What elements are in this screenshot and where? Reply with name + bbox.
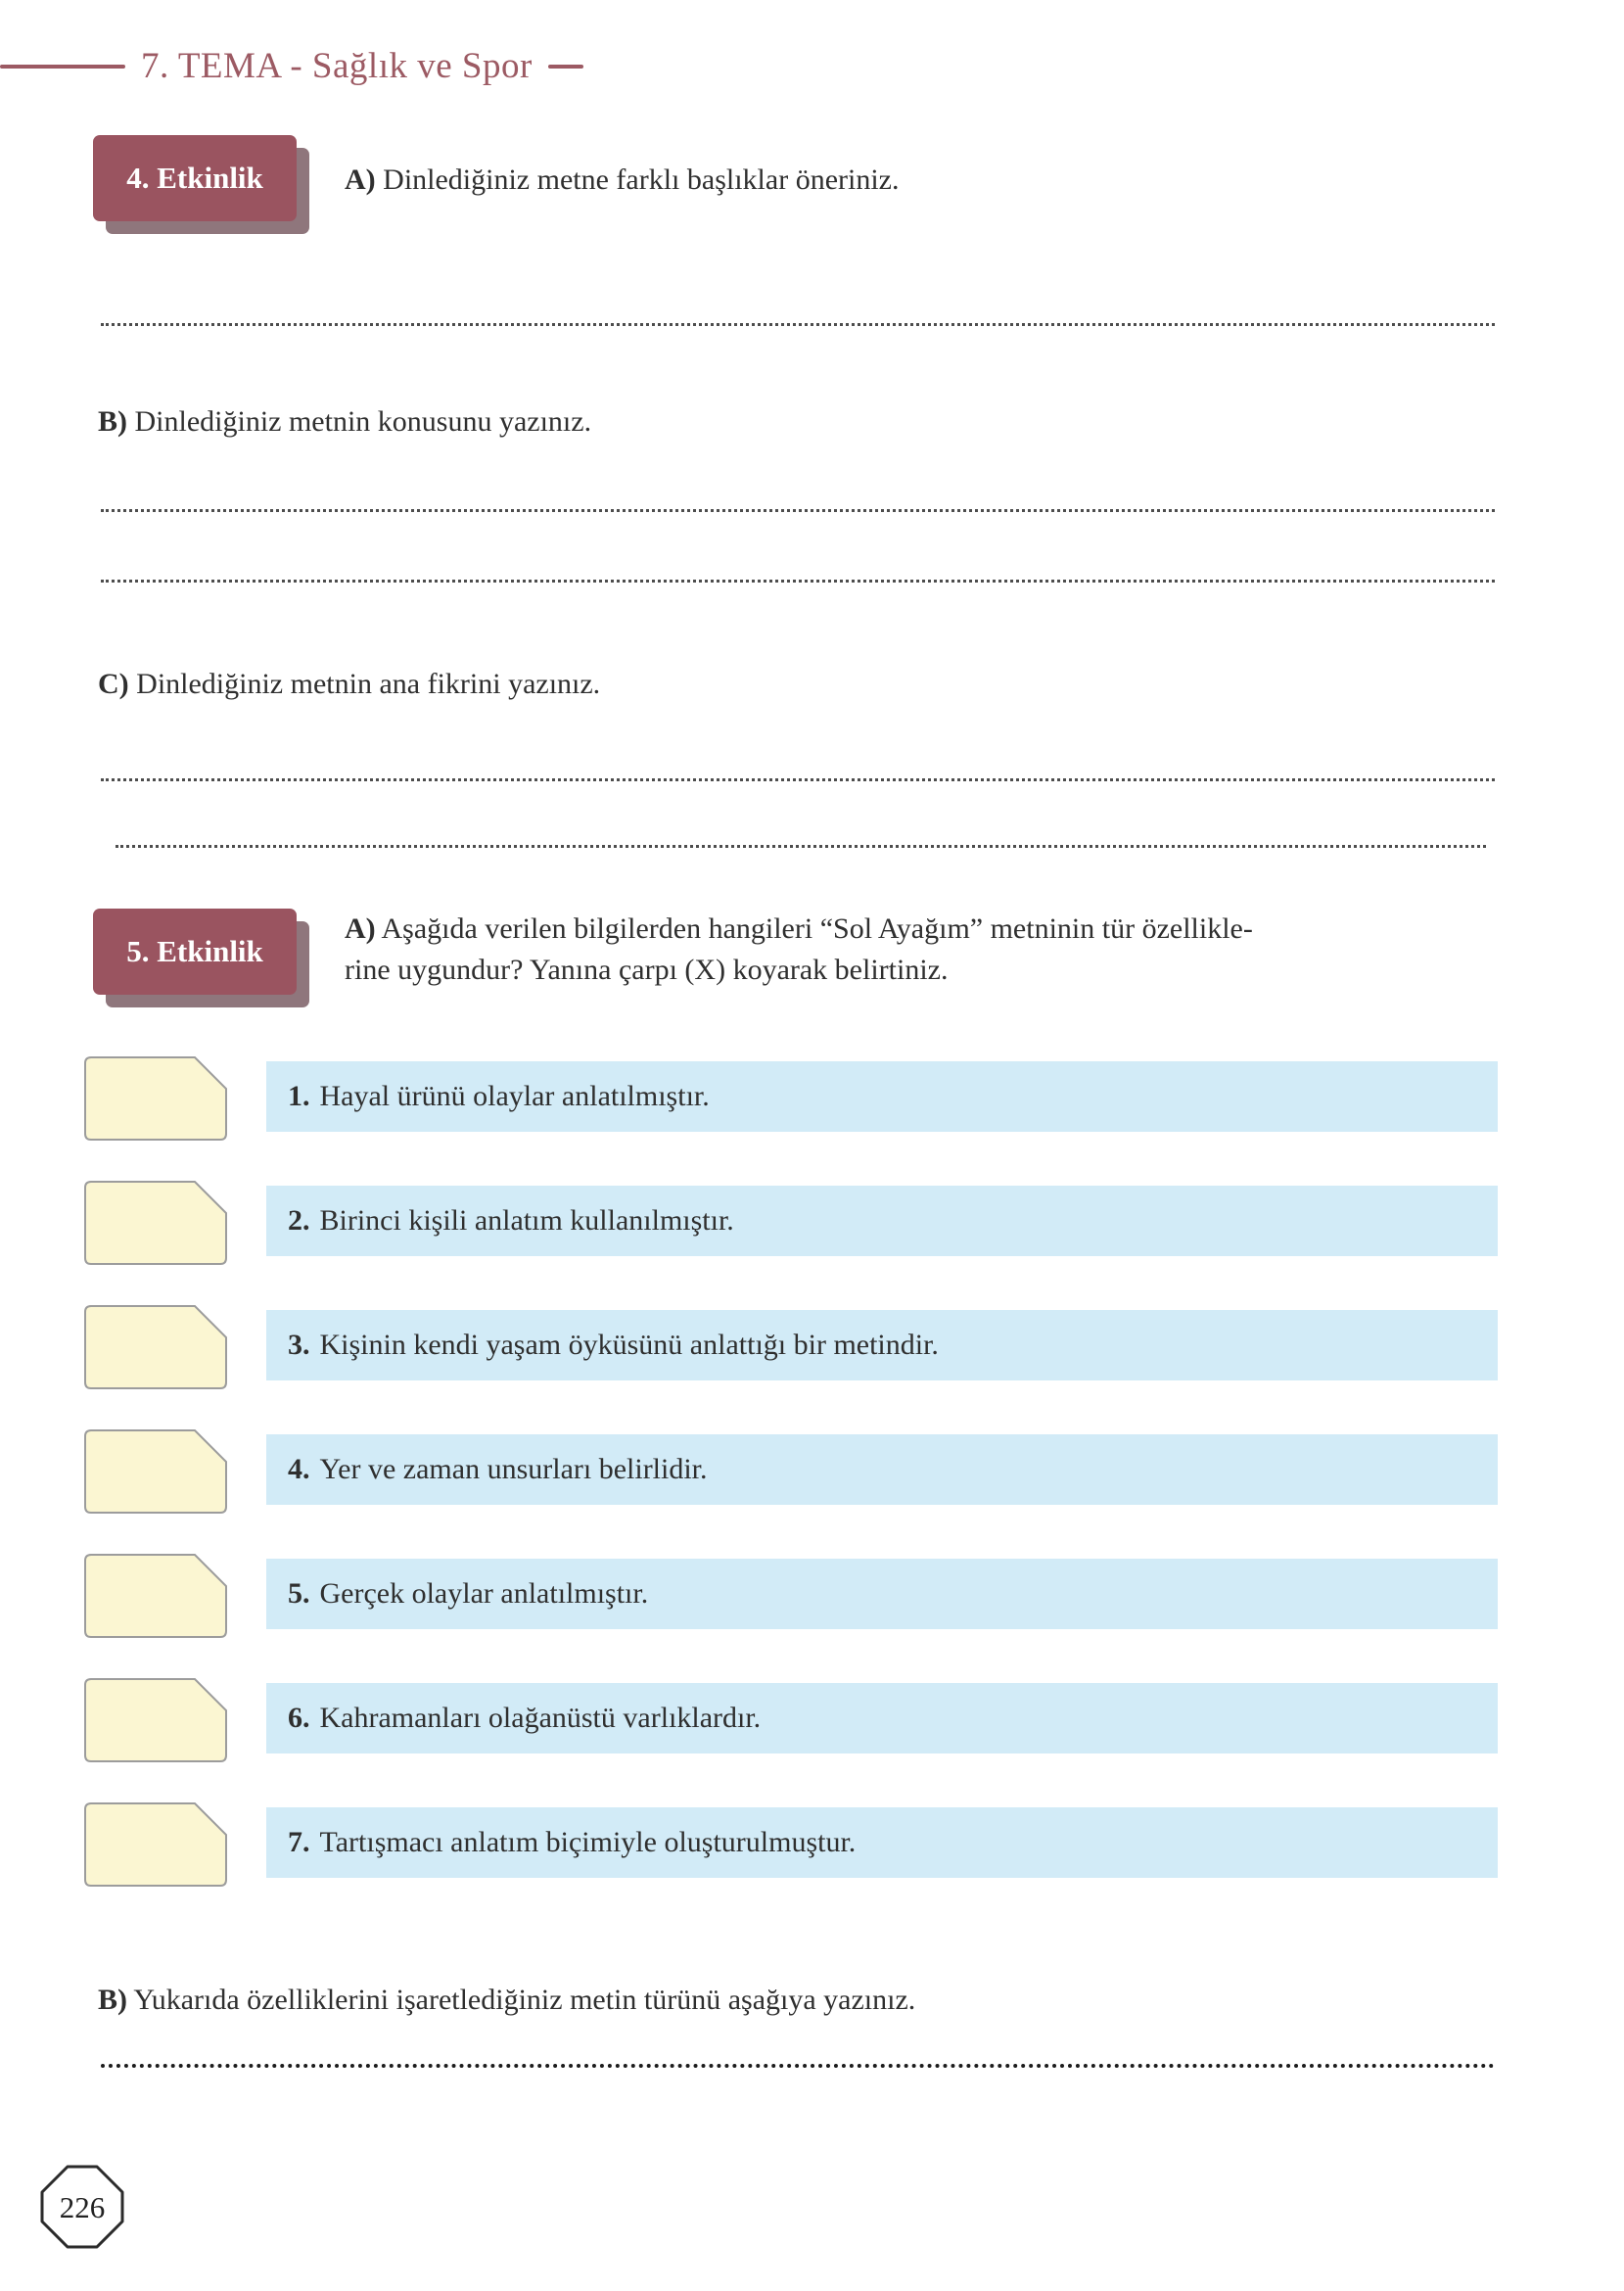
answer-box-7[interactable] <box>83 1801 228 1888</box>
prompt-a-label: A) <box>345 912 376 945</box>
answer-box-shape <box>83 1553 228 1639</box>
prompt-c-text: Dinlediğiniz metnin ana fikrini yazınız. <box>136 668 601 700</box>
activity4-badge-label: 4. Etkinlik <box>126 161 263 195</box>
activity4-prompt-a <box>345 160 900 201</box>
statement-bar-7 <box>266 1807 1498 1878</box>
answer-line-final[interactable] <box>101 2064 1495 2068</box>
prompt-a-line1: Aşağıda verilen bilgilerden hangileri “Sol Ayağım” metninin tür özellikle- <box>381 912 1253 945</box>
activity4-prompt-b <box>98 401 591 443</box>
answer-box-shape <box>83 1801 228 1888</box>
statement-text: Hayal ürünü olaylar anlatılmıştır. <box>319 1080 710 1112</box>
statement-text: Gerçek olaylar anlatılmıştır. <box>319 1577 649 1610</box>
answer-line-c1[interactable] <box>101 778 1495 781</box>
statement-bar-3 <box>266 1310 1498 1380</box>
prompt-b-label: B) <box>98 1984 127 2016</box>
statement-text: Kişinin kendi yaşam öyküsünü anlattığı bir metindir. <box>319 1329 939 1361</box>
page-number: 226 <box>59 2190 106 2224</box>
statement-number: 5. <box>288 1577 310 1610</box>
statement-bar-4 <box>266 1434 1498 1505</box>
answer-box-shape <box>83 1180 228 1266</box>
answer-box-4[interactable] <box>83 1428 228 1515</box>
activity5-badge <box>93 909 297 995</box>
prompt-b-text: Yukarıda özelliklerini işaretlediğiniz metin türünü aşağıya yazınız. <box>133 1984 916 2016</box>
statement-text: Tartışmacı anlatım biçimiyle oluşturulmuştur. <box>319 1826 857 1858</box>
answer-box-1[interactable] <box>83 1055 228 1142</box>
octagon-icon <box>39 2164 125 2250</box>
answer-line-b2[interactable] <box>101 580 1495 583</box>
answer-line-a1[interactable] <box>101 323 1495 326</box>
statement-bar-6 <box>266 1683 1498 1753</box>
statement-text: Birinci kişili anlatım kullanılmıştır. <box>319 1204 734 1237</box>
statement-number: 4. <box>288 1453 310 1485</box>
prompt-a-label: A) <box>345 164 376 196</box>
statement-bar-1 <box>266 1061 1498 1132</box>
answer-box-shape <box>83 1055 228 1142</box>
answer-line-b1[interactable] <box>101 509 1495 512</box>
activity4-badge <box>93 135 297 221</box>
statement-number: 2. <box>288 1204 310 1237</box>
statement-bar-5 <box>266 1559 1498 1629</box>
page-number-badge <box>39 2164 125 2250</box>
header-rule-right <box>548 65 583 69</box>
activity5-prompt-b <box>98 1980 915 2021</box>
header-rule-left <box>0 65 125 69</box>
statement-bar-2 <box>266 1186 1498 1256</box>
statement-text: Kahramanları olağanüstü varlıklardır. <box>319 1702 762 1734</box>
prompt-c-label: C) <box>98 668 129 700</box>
answer-box-2[interactable] <box>83 1180 228 1266</box>
answer-box-3[interactable] <box>83 1304 228 1390</box>
statement-number: 3. <box>288 1329 310 1361</box>
answer-box-shape <box>83 1428 228 1515</box>
activity5-prompt-a <box>345 909 1519 991</box>
answer-box-5[interactable] <box>83 1553 228 1639</box>
activity4-prompt-c <box>98 664 600 705</box>
statement-number: 6. <box>288 1702 310 1734</box>
statement-text: Yer ve zaman unsurları belirlidir. <box>319 1453 708 1485</box>
statement-number: 1. <box>288 1080 310 1112</box>
statement-number: 7. <box>288 1826 310 1858</box>
prompt-a-line2: rine uygundur? Yanına çarpı (X) koyarak belirtiniz. <box>345 954 949 986</box>
prompt-b-label: B) <box>98 405 127 438</box>
answer-line-c2[interactable] <box>116 845 1486 848</box>
answer-box-6[interactable] <box>83 1677 228 1763</box>
theme-header <box>0 45 583 87</box>
answer-box-shape <box>83 1304 228 1390</box>
answer-box-shape <box>83 1677 228 1763</box>
page-title: 7. TEMA - Sağlık ve Spor <box>141 46 533 86</box>
prompt-a-text: Dinlediğiniz metne farklı başlıklar öneriniz. <box>383 164 900 196</box>
prompt-b-text: Dinlediğiniz metnin konusunu yazınız. <box>134 405 592 438</box>
activity5-badge-label: 5. Etkinlik <box>126 934 263 968</box>
